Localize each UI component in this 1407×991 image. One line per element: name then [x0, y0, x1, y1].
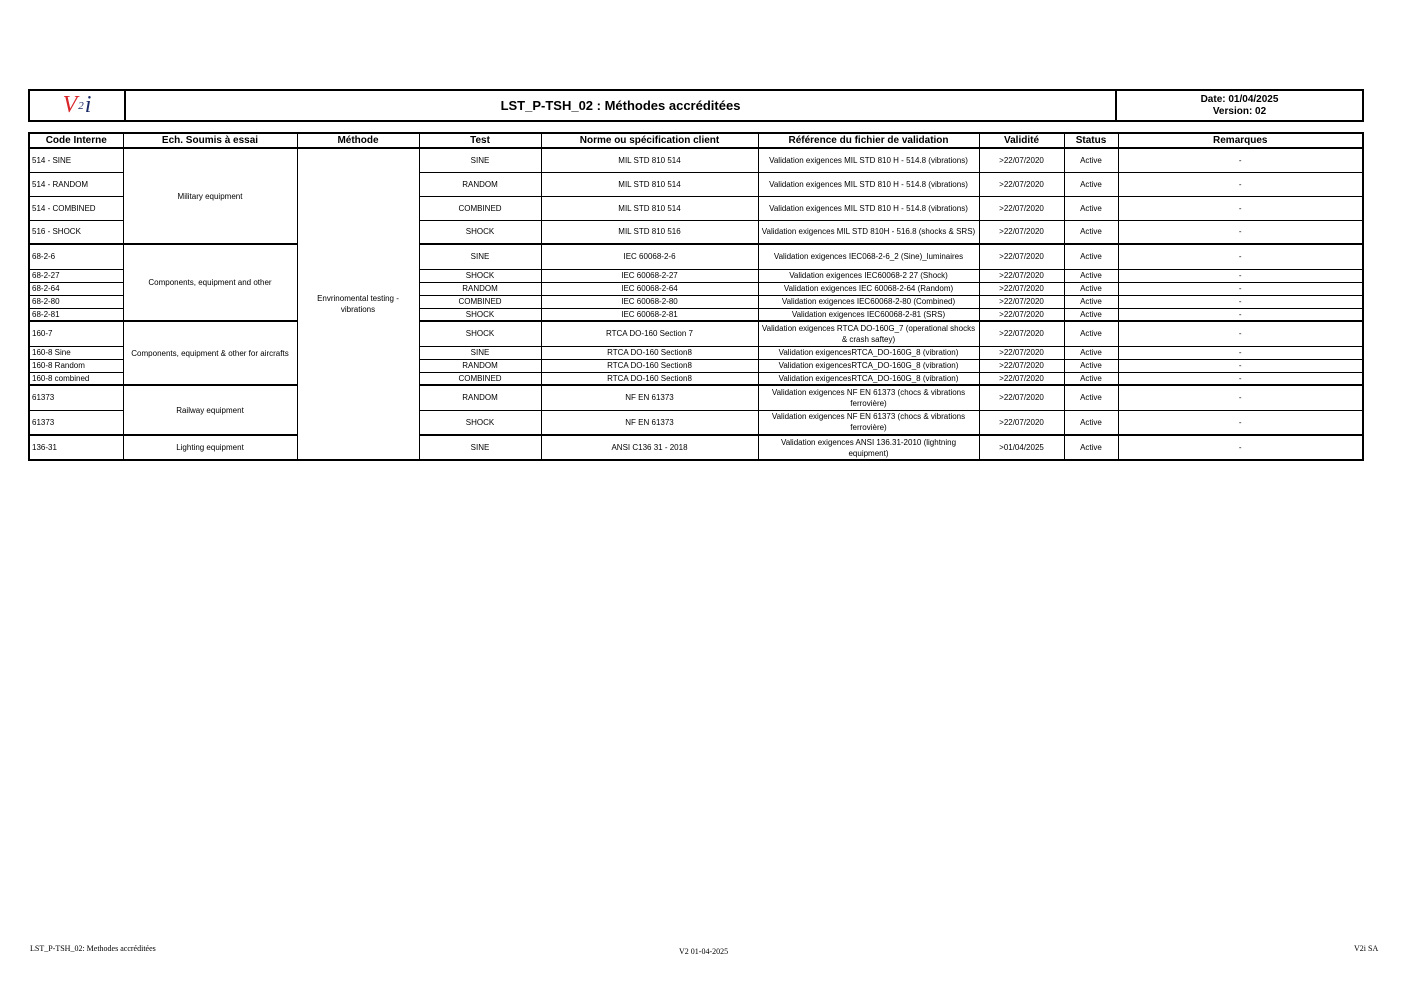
cell-norme: MIL STD 810 514 — [541, 172, 758, 196]
cell-test: SHOCK — [419, 410, 541, 435]
cell-reference: Validation exigences RTCA DO-160G_7 (operational shocks & crash saftey) — [758, 321, 979, 346]
cell-code: 68-2-81 — [29, 308, 123, 321]
cell-code: 68-2-80 — [29, 295, 123, 308]
cell-status: Active — [1064, 295, 1118, 308]
cell-remarques: - — [1118, 172, 1363, 196]
cell-status: Active — [1064, 385, 1118, 410]
cell-echantillon: Military equipment — [123, 148, 297, 244]
cell-remarques: - — [1118, 346, 1363, 359]
col-echantillon: Ech. Soumis à essai — [123, 133, 297, 148]
cell-reference: Validation exigences ANSI 136.31-2010 (lightning equipment) — [758, 435, 979, 460]
cell-validite: >22/07/2020 — [979, 220, 1064, 244]
cell-remarques: - — [1118, 269, 1363, 282]
cell-remarques: - — [1118, 372, 1363, 385]
cell-norme: IEC 60068-2-6 — [541, 244, 758, 269]
cell-status: Active — [1064, 410, 1118, 435]
cell-validite: >22/07/2020 — [979, 172, 1064, 196]
cell-status: Active — [1064, 269, 1118, 282]
cell-code: 514 - COMBINED — [29, 196, 123, 220]
cell-test: RANDOM — [419, 282, 541, 295]
table-row — [29, 244, 1363, 269]
cell-reference: Validation exigencesRTCA_DO-160G_8 (vibration) — [758, 359, 979, 372]
cell-reference: Validation exigencesRTCA_DO-160G_8 (vibration) — [758, 346, 979, 359]
cell-reference: Validation exigences IEC60068-2-81 (SRS) — [758, 308, 979, 321]
cell-test: SINE — [419, 244, 541, 269]
cell-norme: IEC 60068-2-81 — [541, 308, 758, 321]
cell-validite: >22/07/2020 — [979, 244, 1064, 269]
cell-validite: >01/04/2025 — [979, 435, 1064, 460]
cell-validite: >22/07/2020 — [979, 359, 1064, 372]
cell-status: Active — [1064, 148, 1118, 172]
cell-test: SINE — [419, 346, 541, 359]
cell-reference: Validation exigences MIL STD 810H - 516.8 (shocks & SRS) — [758, 220, 979, 244]
cell-code: 160-8 combined — [29, 372, 123, 385]
logo-letter-i: i — [84, 92, 92, 118]
col-reference: Référence du fichier de validation — [758, 133, 979, 148]
cell-code: 514 - RANDOM — [29, 172, 123, 196]
cell-status: Active — [1064, 435, 1118, 460]
cell-code: 61373 — [29, 410, 123, 435]
cell-validite: >22/07/2020 — [979, 321, 1064, 346]
cell-remarques: - — [1118, 308, 1363, 321]
table-row — [29, 435, 1363, 460]
cell-test: SHOCK — [419, 321, 541, 346]
cell-test: RANDOM — [419, 172, 541, 196]
cell-status: Active — [1064, 308, 1118, 321]
cell-remarques: - — [1118, 220, 1363, 244]
cell-status: Active — [1064, 172, 1118, 196]
cell-code: 136-31 — [29, 435, 123, 460]
cell-test: SHOCK — [419, 220, 541, 244]
cell-reference: Validation exigences IEC068-2-6_2 (Sine)_luminaires — [758, 244, 979, 269]
cell-code: 514 - SINE — [29, 148, 123, 172]
cell-norme: MIL STD 810 514 — [541, 148, 758, 172]
cell-validite: >22/07/2020 — [979, 372, 1064, 385]
cell-status: Active — [1064, 282, 1118, 295]
cell-validite: >22/07/2020 — [979, 148, 1064, 172]
footer-center: V2 01-04-2025 — [679, 947, 729, 956]
cell-reference: Validation exigences IEC 60068-2-64 (Random) — [758, 282, 979, 295]
cell-status: Active — [1064, 196, 1118, 220]
cell-test: COMBINED — [419, 196, 541, 220]
document-header — [28, 89, 1364, 122]
cell-norme: ANSI C136 31 - 2018 — [541, 435, 758, 460]
cell-code: 516 - SHOCK — [29, 220, 123, 244]
cell-remarques: - — [1118, 282, 1363, 295]
cell-status: Active — [1064, 372, 1118, 385]
cell-remarques: - — [1118, 148, 1363, 172]
table-header-row — [29, 133, 1363, 148]
cell-code: 160-8 Sine — [29, 346, 123, 359]
table-row — [29, 385, 1363, 410]
cell-norme: MIL STD 810 514 — [541, 196, 758, 220]
cell-status: Active — [1064, 244, 1118, 269]
table-row — [29, 321, 1363, 346]
cell-remarques: - — [1118, 295, 1363, 308]
cell-remarques: - — [1118, 385, 1363, 410]
cell-remarques: - — [1118, 321, 1363, 346]
document-date: Date: 01/04/2025 — [1200, 93, 1279, 105]
cell-norme: RTCA DO-160 Section8 — [541, 372, 758, 385]
cell-validite: >22/07/2020 — [979, 308, 1064, 321]
document-meta — [1117, 91, 1362, 120]
footer-left: LST_P-TSH_02: Methodes accréditées — [30, 944, 156, 953]
cell-code: 160-7 — [29, 321, 123, 346]
cell-status: Active — [1064, 321, 1118, 346]
cell-validite: >22/07/2020 — [979, 282, 1064, 295]
table-body — [29, 148, 1363, 460]
logo-letter-v: V — [62, 92, 78, 118]
accredited-methods-table — [28, 132, 1364, 461]
cell-test: SINE — [419, 435, 541, 460]
cell-echantillon: Components, equipment and other — [123, 244, 297, 321]
table-row — [29, 148, 1363, 172]
cell-norme: NF EN 61373 — [541, 410, 758, 435]
cell-code: 68-2-6 — [29, 244, 123, 269]
cell-code: 61373 — [29, 385, 123, 410]
col-code-interne: Code Interne — [29, 133, 123, 148]
cell-remarques: - — [1118, 196, 1363, 220]
cell-validite: >22/07/2020 — [979, 295, 1064, 308]
cell-validite: >22/07/2020 — [979, 346, 1064, 359]
cell-reference: Validation exigencesRTCA_DO-160G_8 (vibration) — [758, 372, 979, 385]
cell-code: 68-2-27 — [29, 269, 123, 282]
cell-validite: >22/07/2020 — [979, 410, 1064, 435]
cell-reference: Validation exigences MIL STD 810 H - 514.8 (vibrations) — [758, 172, 979, 196]
cell-reference: Validation exigences IEC60068-2-80 (Combined) — [758, 295, 979, 308]
col-remarques: Remarques — [1118, 133, 1363, 148]
cell-remarques: - — [1118, 359, 1363, 372]
cell-norme: IEC 60068-2-80 — [541, 295, 758, 308]
cell-remarques: - — [1118, 435, 1363, 460]
cell-reference: Validation exigences MIL STD 810 H - 514.8 (vibrations) — [758, 148, 979, 172]
col-norme: Norme ou spécification client — [541, 133, 758, 148]
cell-code: 160-8 Random — [29, 359, 123, 372]
cell-remarques: - — [1118, 410, 1363, 435]
col-status: Status — [1064, 133, 1118, 148]
cell-norme: MIL STD 810 516 — [541, 220, 758, 244]
cell-test: RANDOM — [419, 359, 541, 372]
cell-test: SHOCK — [419, 308, 541, 321]
cell-test: COMBINED — [419, 295, 541, 308]
cell-test: RANDOM — [419, 385, 541, 410]
cell-methode: Envrinomental testing - vibrations — [297, 148, 419, 460]
cell-test: SINE — [419, 148, 541, 172]
cell-echantillon: Lighting equipment — [123, 435, 297, 460]
col-test: Test — [419, 133, 541, 148]
cell-norme: RTCA DO-160 Section 7 — [541, 321, 758, 346]
cell-status: Active — [1064, 359, 1118, 372]
company-logo — [30, 91, 126, 120]
cell-echantillon: Components, equipment & other for aircrafts — [123, 321, 297, 385]
cell-reference: Validation exigences MIL STD 810 H - 514.8 (vibrations) — [758, 196, 979, 220]
cell-reference: Validation exigences NF EN 61373 (chocs & vibrations ferrovière) — [758, 410, 979, 435]
col-validite: Validité — [979, 133, 1064, 148]
logo-subscript: 2 — [78, 99, 84, 112]
document-version: Version: 02 — [1212, 105, 1267, 117]
cell-remarques: - — [1118, 244, 1363, 269]
col-methode: Méthode — [297, 133, 419, 148]
cell-test: COMBINED — [419, 372, 541, 385]
cell-status: Active — [1064, 346, 1118, 359]
cell-echantillon: Railway equipment — [123, 385, 297, 435]
cell-validite: >22/07/2020 — [979, 269, 1064, 282]
cell-norme: NF EN 61373 — [541, 385, 758, 410]
cell-reference: Validation exigences NF EN 61373 (chocs & vibrations ferrovière) — [758, 385, 979, 410]
cell-norme: IEC 60068-2-64 — [541, 282, 758, 295]
cell-status: Active — [1064, 220, 1118, 244]
cell-reference: Validation exigences IEC60068-2 27 (Shock) — [758, 269, 979, 282]
document-title: LST_P-TSH_02 : Méthodes accréditées — [126, 91, 1117, 120]
cell-norme: RTCA DO-160 Section8 — [541, 346, 758, 359]
cell-test: SHOCK — [419, 269, 541, 282]
cell-validite: >22/07/2020 — [979, 196, 1064, 220]
cell-norme: RTCA DO-160 Section8 — [541, 359, 758, 372]
cell-norme: IEC 60068-2-27 — [541, 269, 758, 282]
cell-code: 68-2-64 — [29, 282, 123, 295]
footer-right: V2i SA — [1354, 944, 1379, 953]
cell-validite: >22/07/2020 — [979, 385, 1064, 410]
